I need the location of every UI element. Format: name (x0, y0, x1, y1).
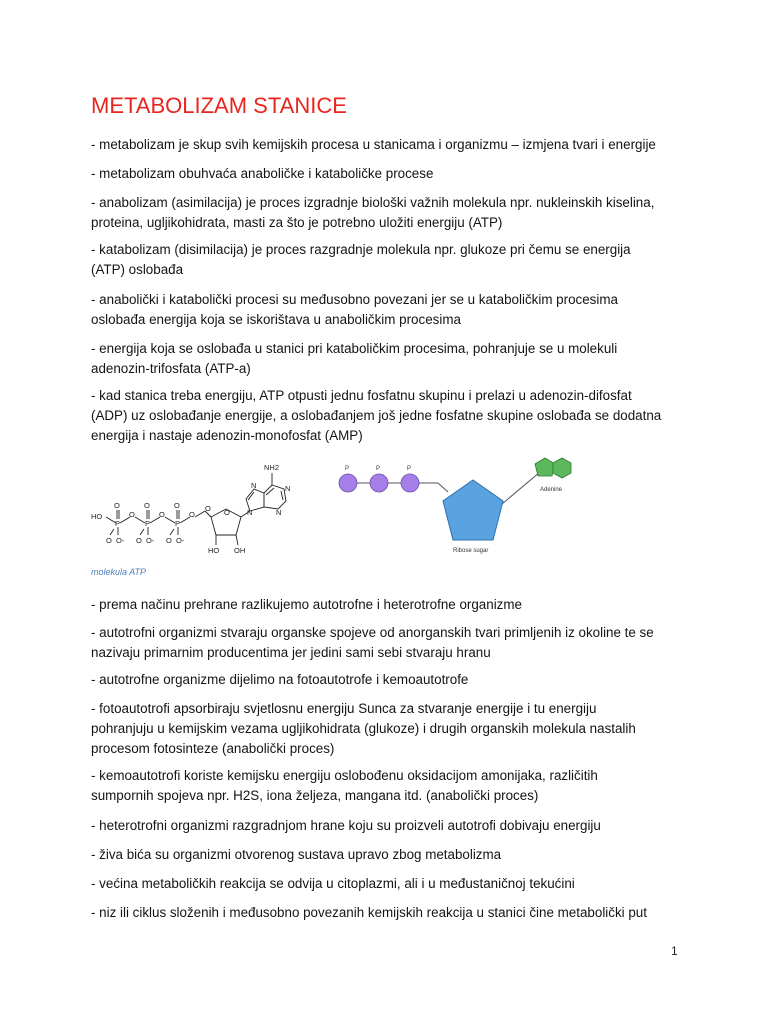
paragraph-line: procesom fotosinteze (anabolički proces) (91, 741, 335, 756)
paragraph-line: - živa bića su organizmi otvorenog sustava upravo zbog metabolizma (91, 847, 502, 862)
hydroxyl-label: OH (234, 546, 246, 555)
paragraph-2 (91, 164, 691, 184)
paragraph-3 (91, 193, 691, 233)
hydroxyl-label: HO (208, 546, 220, 555)
paragraph-7 (91, 386, 691, 446)
paragraph-13 (91, 816, 691, 836)
paragraph-line: - energija koja se oslobađa u stanici pri kataboličkim procesima, pohranjuje se u molekuli (91, 341, 618, 356)
page-title: METABOLIZAM STANICE (91, 93, 347, 118)
paragraph-8 (91, 595, 691, 615)
paragraph-6 (91, 339, 691, 379)
atp-structure-diagram (88, 455, 310, 565)
paragraph-line: - metabolizam je skup svih kemijskih procesa u stanicama i organizmu – izmjena tvari i energije (91, 137, 656, 152)
oxygen-label: O (136, 536, 142, 545)
oxygen-label: O (114, 501, 120, 510)
paragraph-line: - heterotrofni organizmi razgradnjom hrane koju su proizveli autotrofi dobivaju energiju (91, 818, 601, 833)
paragraph-line: - fotoautotrofi apsorbiraju svjetlosnu energiju Sunca za stvaranje energije i tu energiju (91, 701, 597, 716)
ho-label: HO (91, 512, 103, 521)
paragraph-11 (91, 699, 691, 759)
adenine-hexagon (553, 458, 571, 478)
oxygen-label: O (174, 501, 180, 510)
paragraph-15 (91, 874, 691, 894)
phosphate-circle (370, 474, 388, 492)
paragraph-line: energija i nastaje adenozin-monofosfat (AMP) (91, 428, 363, 443)
ribose-pentagon (443, 480, 503, 540)
nitrogen-label: N (247, 508, 253, 517)
paragraph-line: - anabolizam (asimilacija) je proces izgradnje biološki važnih molekula npr. nukleinskih kiselina, (91, 195, 655, 210)
nitrogen-label: N (251, 481, 257, 490)
page-number: 1 (671, 944, 678, 958)
paragraph-16 (91, 903, 691, 923)
paragraph-4 (91, 240, 691, 280)
oxygen-anion-label: O- (146, 536, 155, 545)
nitrogen-label: N (276, 508, 282, 517)
oxygen-anion-label: O- (176, 536, 185, 545)
phosphate-circle (401, 474, 419, 492)
paragraph-5 (91, 290, 691, 330)
oxygen-label: O (166, 536, 172, 545)
oxygen-label: O (205, 504, 211, 513)
oxygen-anion-label: O- (116, 536, 125, 545)
paragraph-line: - većina metaboličkih reakcija se odvija u citoplazmi, ali i u međustaničnoj tekućini (91, 876, 575, 891)
paragraph-12 (91, 766, 691, 806)
phosphorus-label: P (175, 519, 181, 528)
paragraph-line: sumpornih spojeva npr. H2S, iona željeza, mangana itd. (anabolički proces) (91, 788, 539, 803)
paragraph-line: - niz ili ciklus složenih i međusobno povezanih kemijskih reakcija u stanici čine metabolički put (91, 905, 647, 920)
phosphorus-label: P (145, 519, 151, 528)
oxygen-label: O (144, 501, 150, 510)
paragraph-9 (91, 623, 691, 663)
atp-schematic-diagram (330, 452, 590, 562)
paragraph-line: - katabolizam (disimilacija) je proces razgradnje molekula npr. glukoze pri čemu se energija (91, 242, 631, 257)
oxygen-label: O (159, 510, 165, 519)
paragraph-line: nazivaju primarnim producentima jer jedini sami sebi stvaraju hranu (91, 645, 491, 660)
phosphate-label: P (407, 466, 412, 472)
paragraph-line: proteina, ugljikohidrata, masti za što je potrebno uložiti energiju (ATP) (91, 215, 503, 230)
adenine-pentagon (535, 458, 555, 476)
oxygen-label: O (189, 510, 195, 519)
paragraph-1 (91, 135, 691, 155)
nitrogen-label: N (285, 484, 291, 493)
paragraph-line: - kad stanica treba energiju, ATP otpusti jednu fosfatnu skupinu i prelazi u adenozin-difosfat (91, 388, 632, 403)
paragraph-line: oslobađa energija koja se iskorištava u anaboličkim procesima (91, 312, 461, 327)
paragraph-line: - kemoautotrofi koriste kemijsku energiju oslobođenu oksidacijom amonijaka, različitih (91, 768, 598, 783)
paragraph-line: - anabolički i katabolički procesi su međusobno povezani jer se u kataboličkim procesima (91, 292, 618, 307)
phosphate-label: P (376, 466, 381, 472)
amine-label: NH2 (264, 463, 280, 472)
paragraph-line: - autotrofne organizme dijelimo na fotoautotrofe i kemoautotrofe (91, 672, 469, 687)
adenine-label: Adenine (540, 487, 563, 493)
paragraph-line: adenozin-trifosfata (ATP-a) (91, 361, 251, 376)
paragraph-line: (ATP) oslobađa (91, 262, 184, 277)
phosphate-circle (339, 474, 357, 492)
ring-oxygen-label: O (224, 508, 230, 517)
paragraph-10 (91, 670, 691, 690)
oxygen-label: O (129, 510, 135, 519)
paragraph-line: - metabolizam obuhvaća anaboličke i kataboličke procese (91, 166, 434, 181)
paragraph-line: - prema načinu prehrane razlikujemo autotrofne i heterotrofne organizme (91, 597, 522, 612)
paragraph-line: pohranjuju u kemijskim vezama ugljikohidrata (glukoze) i drugih organskih molekula nastalih (91, 721, 636, 736)
paragraph-line: (ADP) uz oslobađanje energije, a oslobađanjem još jedne fosfatne skupine oslobađa se dodatna (91, 408, 662, 423)
phosphorus-label: P (115, 519, 121, 528)
paragraph-line: - autotrofni organizmi stvaraju organske spojeve od anorganskih tvari primljenih iz okoline te se (91, 625, 654, 640)
phosphate-label: P (345, 466, 350, 472)
paragraph-14 (91, 845, 691, 865)
ribose-label: Ribose sugar (453, 548, 489, 554)
oxygen-label: O (106, 536, 112, 545)
figure-caption: molekula ATP (91, 567, 147, 577)
